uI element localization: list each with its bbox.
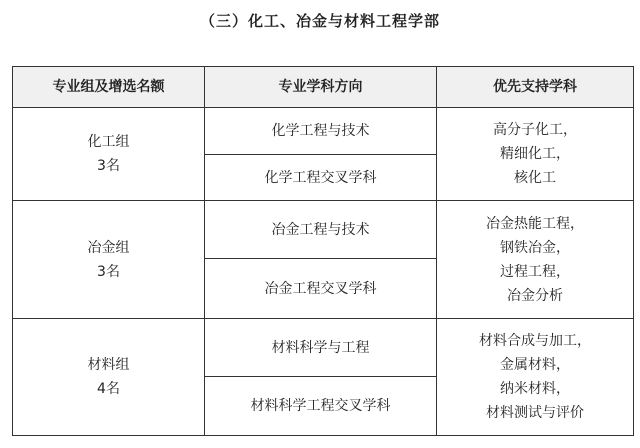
priority-cell xyxy=(437,201,634,319)
group-quota: 4名 xyxy=(97,381,120,397)
priority-item: 冶金分析 xyxy=(507,287,563,304)
priority-item: 高分子化工， xyxy=(493,122,577,138)
direction-cell: 冶金工程交叉学科 xyxy=(205,259,437,319)
priority-item: 精细化工， xyxy=(500,146,570,162)
group-name: 材料组 xyxy=(87,357,130,373)
priority-item: 核化工 xyxy=(514,170,556,186)
group-name: 冶金组 xyxy=(87,239,130,256)
group-quota: 3名 xyxy=(97,158,120,174)
direction-cell: 化学工程交叉学科 xyxy=(205,155,437,201)
priority-item: 纳米材料， xyxy=(500,381,570,397)
priority-item: 金属材料， xyxy=(500,357,570,373)
header-priority: 优先支持学科 xyxy=(437,67,634,108)
priority-item: 材料合成与加工， xyxy=(479,333,591,349)
header-group-quota: 专业组及增选名额 xyxy=(13,67,205,108)
group-cell xyxy=(13,319,205,436)
table-row xyxy=(13,319,634,377)
group-quota: 3名 xyxy=(97,263,120,280)
direction-cell: 材料科学工程交叉学科 xyxy=(205,377,437,436)
direction-cell: 化学工程与技术 xyxy=(205,108,437,155)
section-title: （三）化工、冶金与材料工程学部 xyxy=(199,12,440,30)
priority-cell xyxy=(437,319,634,436)
priority-item: 材料测试与评价 xyxy=(486,405,584,421)
direction-cell: 冶金工程与技术 xyxy=(205,201,437,259)
priority-item: 冶金热能工程， xyxy=(486,215,584,232)
group-cell xyxy=(13,201,205,319)
priority-item: 钢铁冶金， xyxy=(500,239,570,256)
header-row xyxy=(13,67,634,108)
group-name: 化工组 xyxy=(87,134,130,150)
priority-cell xyxy=(437,108,634,201)
priority-item: 过程工程， xyxy=(500,263,570,280)
group-cell xyxy=(13,108,205,201)
header-direction: 专业学科方向 xyxy=(205,67,437,108)
table-row xyxy=(13,201,634,259)
direction-cell: 材料科学与工程 xyxy=(205,319,437,377)
subject-table xyxy=(12,66,634,436)
table-row xyxy=(13,108,634,155)
